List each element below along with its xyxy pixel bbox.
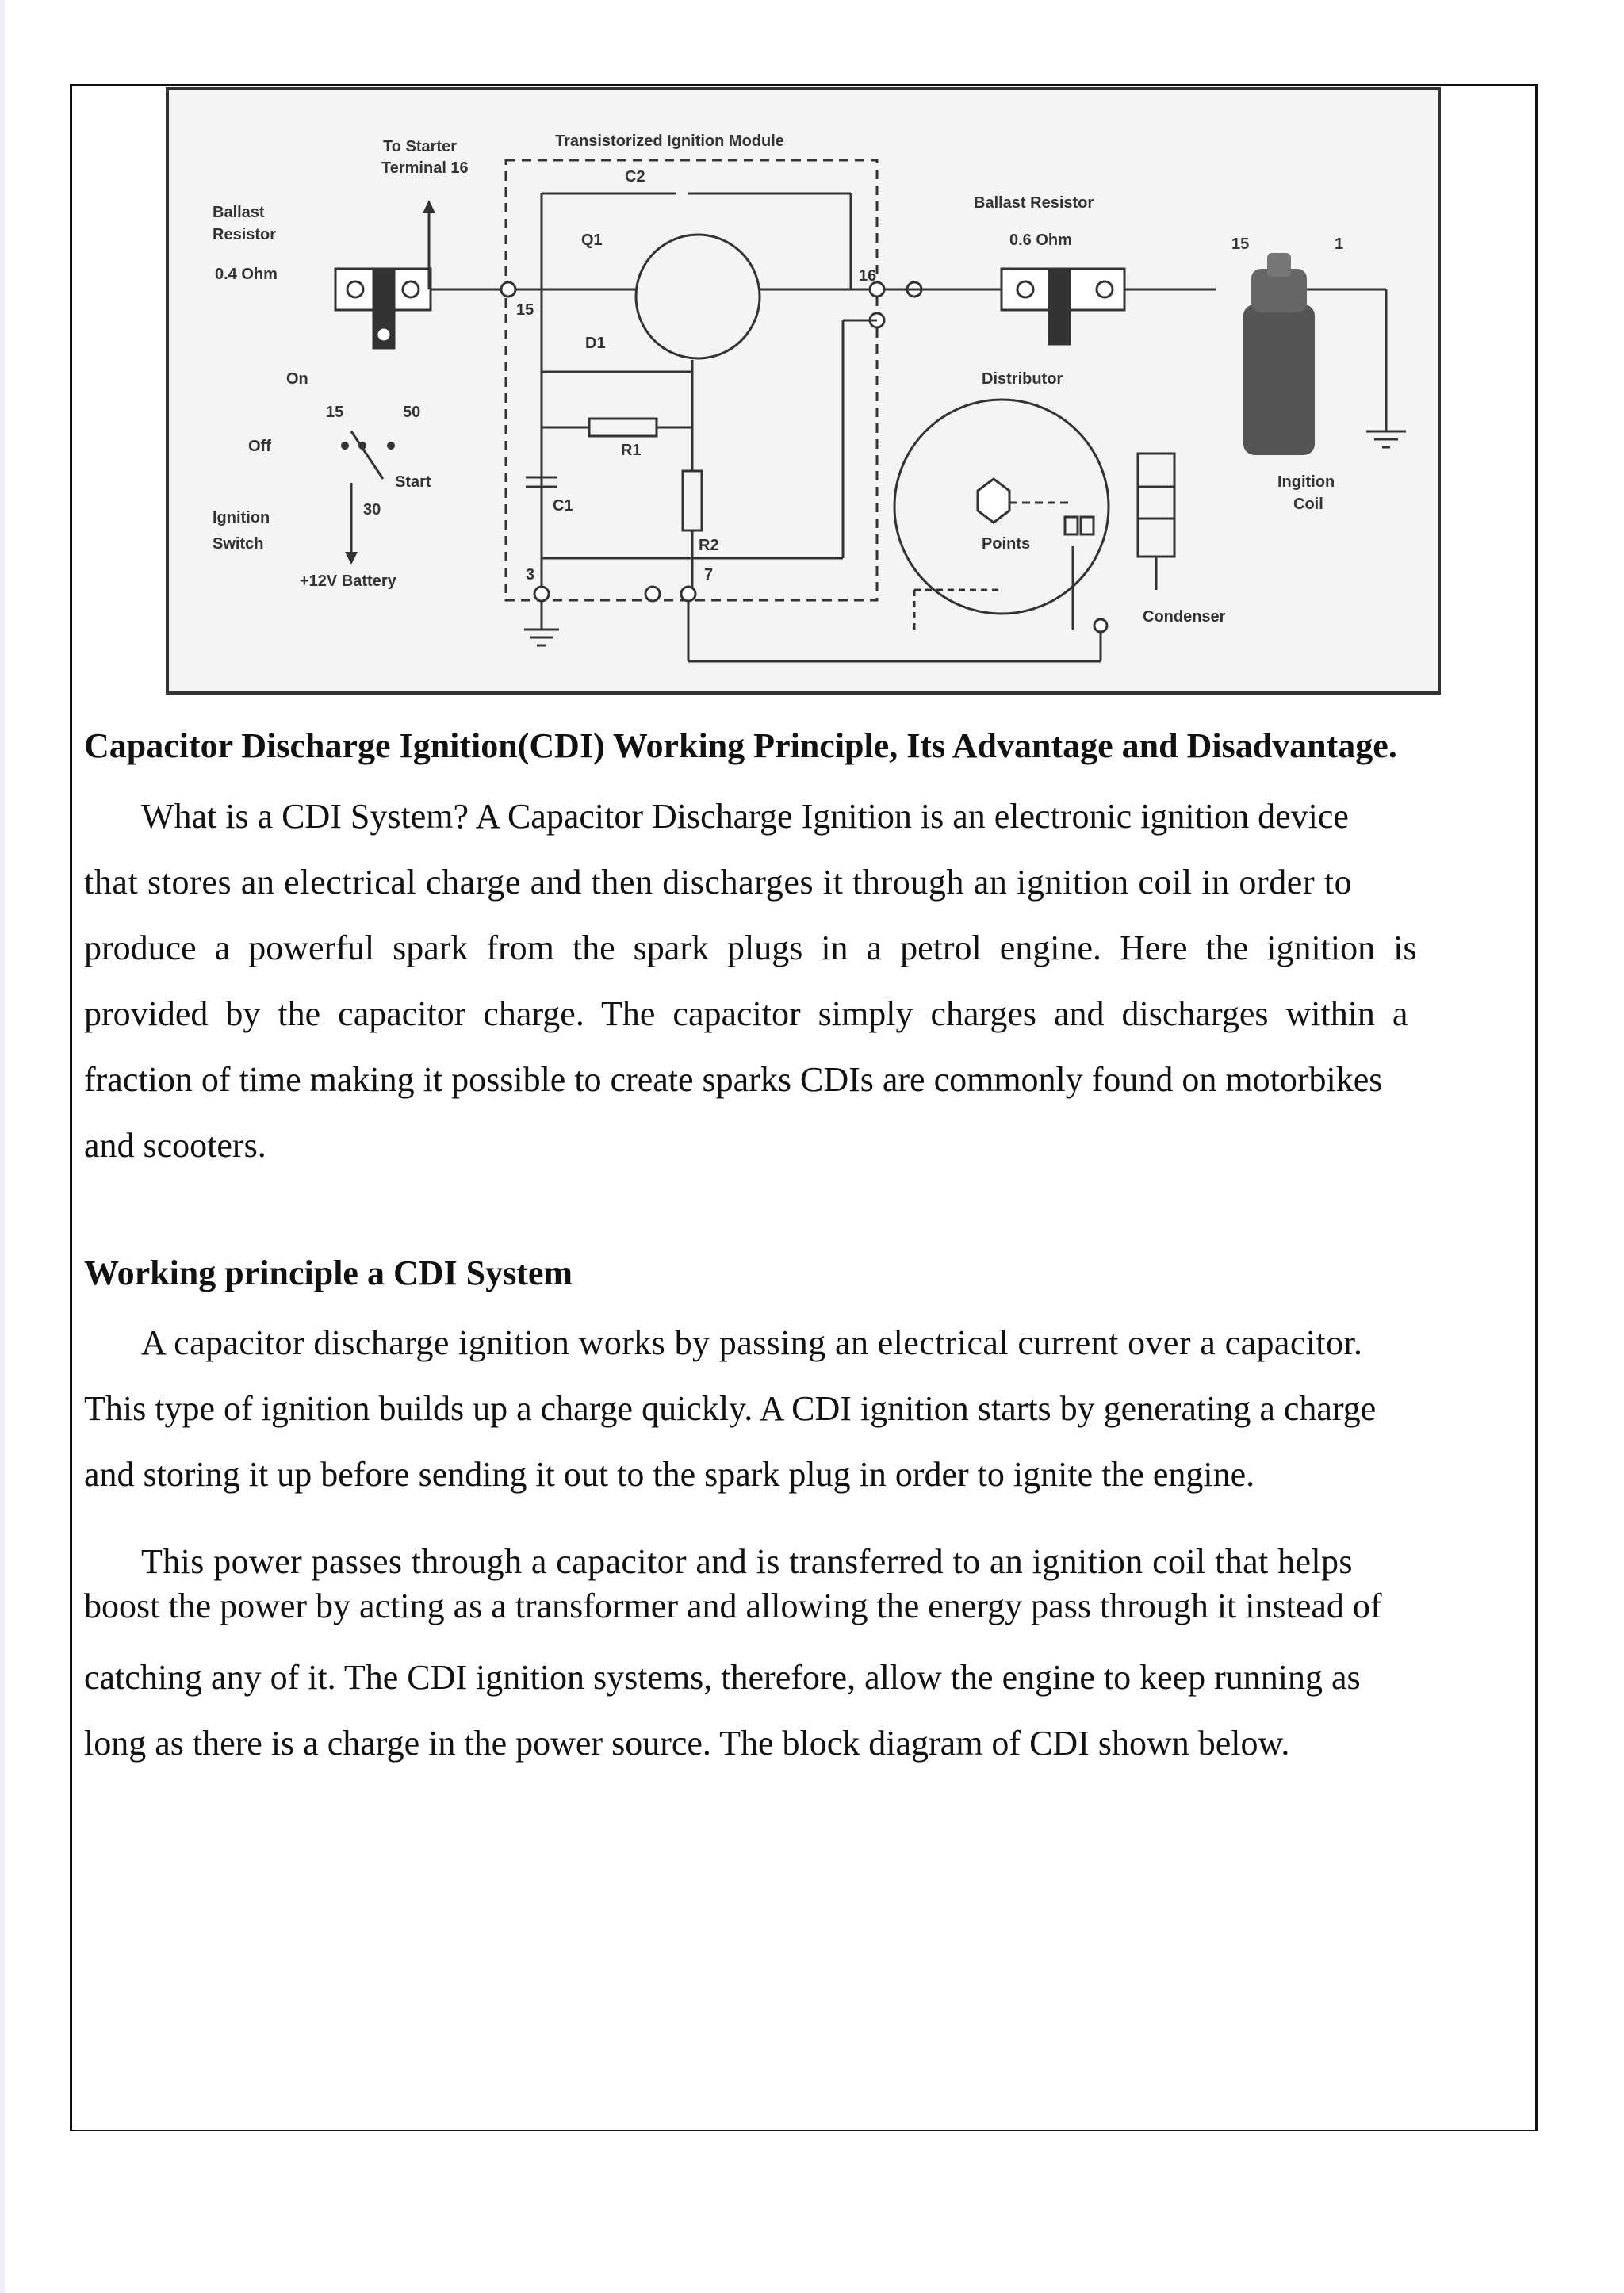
- label-sw-15: 15: [326, 404, 344, 421]
- label-q1: Q1: [581, 232, 603, 249]
- label-coil: Coil: [1293, 496, 1323, 513]
- label-ballast: Ballast: [213, 204, 265, 221]
- label-to-starter: To Starter: [383, 138, 457, 155]
- label-ohm-right: 0.6 Ohm: [1009, 232, 1072, 249]
- text-line: provided by the capacitor charge. The capacitor simply charges and discharges within a: [84, 994, 1408, 1033]
- label-sw-50: 50: [403, 404, 421, 421]
- label-start: Start: [395, 473, 431, 491]
- text-line: long as there is a charge in the power source. The block diagram of CDI shown below.: [84, 1724, 1290, 1763]
- section-heading-cdi: Capacitor Discharge Ignition(CDI) Working Principle, Its Advantage and Disadvantage.: [84, 726, 1397, 765]
- page-edge: [0, 0, 5, 2293]
- paragraph-working-principle: [84, 1310, 1530, 1507]
- label-c2: C2: [625, 168, 645, 186]
- label-on: On: [286, 370, 308, 388]
- text-line: A capacitor discharge ignition works by passing an electrical current over a capacitor.: [141, 1323, 1363, 1362]
- label-terminal-16b: 16: [859, 267, 877, 285]
- label-distributor: Distributor: [982, 370, 1063, 388]
- label-ohm-left: 0.4 Ohm: [215, 266, 278, 283]
- label-terminal-3: 3: [526, 566, 535, 584]
- text-line: and scooters.: [84, 1126, 266, 1165]
- label-ingition: Ingition: [1277, 473, 1335, 491]
- label-condenser: Condenser: [1143, 608, 1226, 626]
- label-terminal-15: 15: [516, 301, 534, 319]
- paragraph-power-passes: [84, 1540, 1530, 1776]
- label-terminal-16: Terminal 16: [381, 159, 469, 177]
- text-line: boost the power by acting as a transformer and allowing the energy pass through it instead of: [84, 1587, 1382, 1625]
- label-battery: +12V Battery: [300, 572, 396, 590]
- ignition-circuit-diagram: [166, 87, 1441, 695]
- text-line: fraction of time making it possible to create sparks CDIs are commonly found on motorbikes: [84, 1060, 1383, 1099]
- label-ballast-right: Ballast Resistor: [974, 194, 1094, 212]
- text-line: What is a CDI System? A Capacitor Discharge Ignition is an electronic ignition device: [141, 797, 1349, 836]
- label-ignition: Ignition: [213, 509, 270, 526]
- label-coil-15: 15: [1231, 235, 1250, 253]
- text-line: and storing it up before sending it out to the spark plug in order to ignite the engine.: [84, 1455, 1255, 1494]
- label-r1: R1: [621, 442, 642, 459]
- label-terminal-7: 7: [704, 566, 714, 584]
- text-line: produce a powerful spark from the spark plugs in a petrol engine. Here the ignition is: [84, 928, 1417, 967]
- label-switch: Switch: [213, 535, 264, 553]
- label-module: Transistorized Ignition Module: [555, 132, 784, 150]
- text-line: that stores an electrical charge and then discharges it through an ignition coil in order to: [84, 863, 1353, 902]
- section-heading-working: Working principle a CDI System: [84, 1254, 573, 1292]
- label-coil-1: 1: [1335, 235, 1344, 253]
- paragraph-what-is-cdi: [84, 783, 1530, 1178]
- label-resistor: Resistor: [213, 226, 277, 243]
- label-off: Off: [248, 438, 271, 455]
- label-c1: C1: [553, 497, 573, 515]
- text-line: catching any of it. The CDI ignition systems, therefore, allow the engine to keep running as: [84, 1658, 1361, 1697]
- label-d1: D1: [585, 335, 606, 352]
- label-points: Points: [982, 535, 1031, 553]
- label-r2: R2: [699, 537, 719, 554]
- text-line: This power passes through a capacitor and is transferred to an ignition coil that helps: [141, 1542, 1353, 1581]
- text-line: This type of ignition builds up a charge quickly. A CDI ignition starts by generating a charge: [84, 1389, 1377, 1428]
- label-sw-30: 30: [363, 501, 381, 519]
